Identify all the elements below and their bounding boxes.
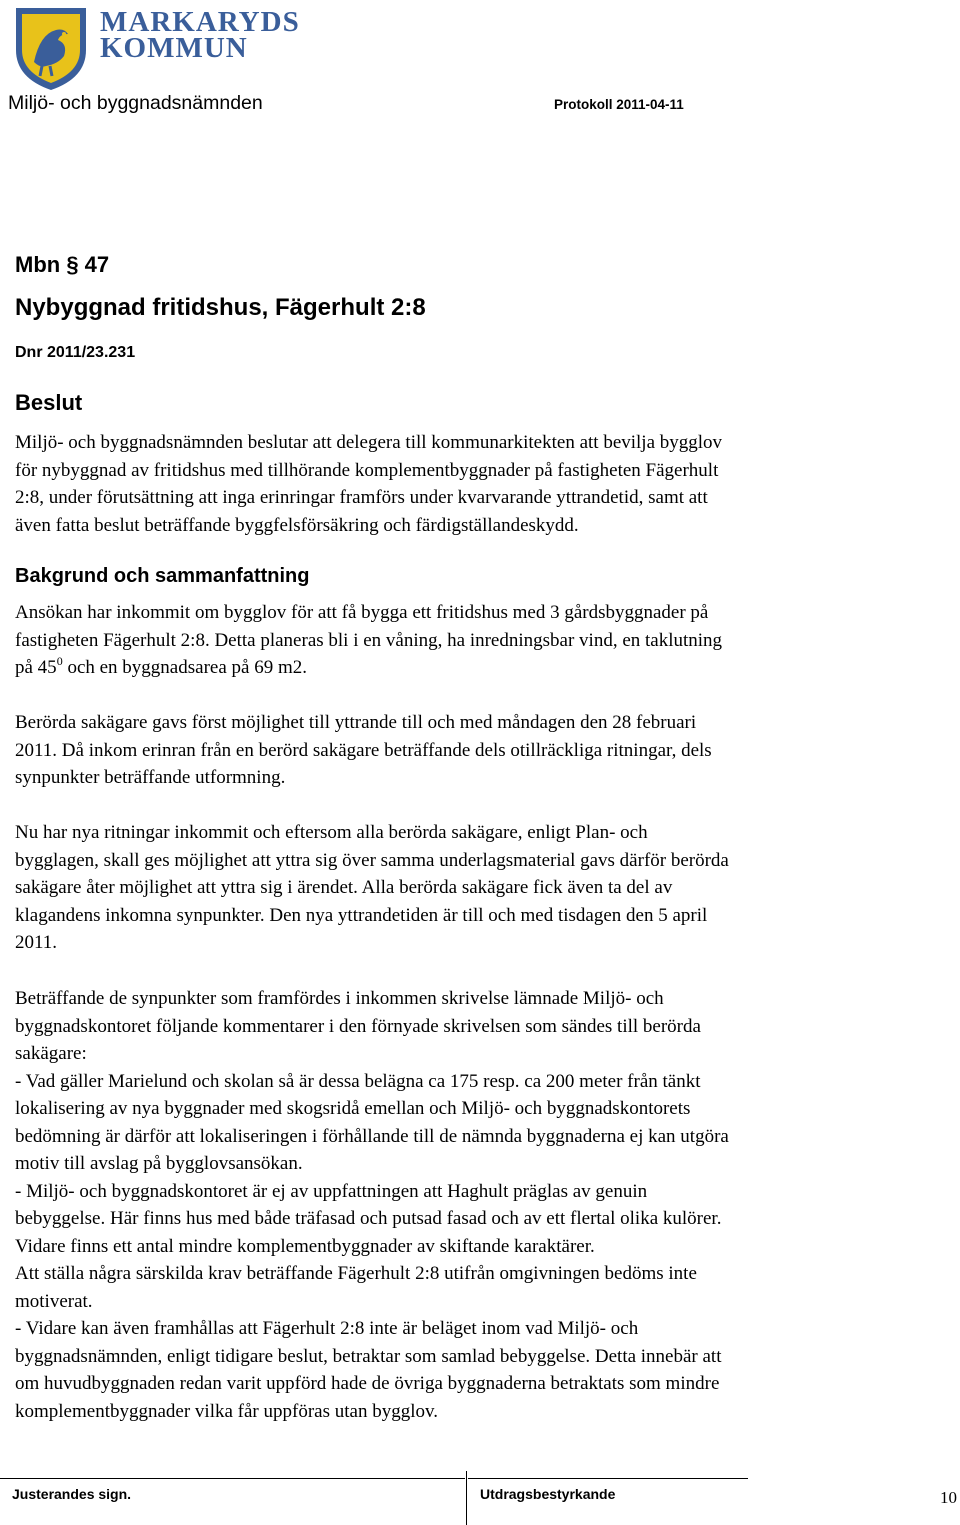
header-protocol-date: Protokoll 2011-04-11 — [554, 97, 684, 112]
footer-divider — [0, 1478, 465, 1479]
text-line — [15, 654, 935, 682]
text-line: sakägare: — [15, 1043, 87, 1064]
text-line: 2:8, under förutsättning att inga erinringar framförs under kvarvarande yttrandetid, samt att — [15, 487, 708, 508]
text-line: Ansökan har inkommit om bygglov för att få bygga ett fritidshus med 3 gårdsbyggnader på — [15, 602, 709, 623]
text-line: Att ställa några särskilda krav beträffande Fägerhult 2:8 utifrån omgivningen bedöms inte — [15, 1263, 697, 1284]
logo-text-line2: KOMMUN — [100, 32, 248, 64]
text-line: för nybyggnad av fritidshus med tillhörande komplementbyggnader på fastigheten Fägerhult — [15, 459, 719, 481]
text-line: lokalisering av nya byggnader med skogsridå emellan och Miljö- och byggnadskontorets — [15, 1098, 691, 1119]
bakgrund-paragraph-1 — [15, 599, 935, 682]
text-line: - Vidare kan även framhållas att Fägerhult 2:8 inte är beläget inom vad Miljö- och — [15, 1318, 639, 1339]
footer-separator — [466, 1471, 467, 1525]
text-line: - Vad gäller Marielund och skolan så är dessa belägna ca 175 resp. ca 200 meter från tänkt — [15, 1070, 701, 1092]
text-line: bygglagen, skall ges möjlighet att yttra sig över samma underlagsmaterial gavs därför berörda — [15, 849, 729, 871]
text-line: Vidare finns ett antal mindre komplementbyggnader av skiftande karaktärer. — [15, 1235, 595, 1257]
text-line: fastigheten Fägerhult 2:8. Detta planeras bli i en våning, ha inredningsbar vind, en taklutning — [15, 629, 723, 651]
page-title: Nybyggnad fritidshus, Fägerhult 2:8 — [15, 294, 426, 321]
page-number: 10 — [940, 1488, 957, 1507]
text-line: sakägare åter möjlighet att yttra sig i ärendet. Alla berörda sakägare fick även ta del av — [15, 877, 673, 898]
text-line: 2011. Då inkom erinran från en berörd sakägare beträffande dels otillräckliga ritningar, dels — [15, 739, 712, 761]
municipality-logo — [12, 4, 302, 92]
text-line: motiverat. — [15, 1290, 93, 1312]
heading-beslut: Beslut — [15, 390, 83, 415]
coat-of-arms-icon — [12, 4, 90, 92]
footer-certification-label: Utdragsbestyrkande — [480, 1486, 616, 1502]
text-line: byggnadskontoret följande kommentarer i den förnyade skrivelsen som sändes till berörda — [15, 1015, 701, 1037]
bakgrund-paragraph-2 — [15, 709, 935, 792]
text-line: synpunkter beträffande utformning. — [15, 767, 286, 788]
text-fragment: och en byggnadsarea på 69 m2. — [62, 657, 307, 678]
section-number: Mbn § 47 — [15, 252, 110, 277]
text-line: Nu har nya ritningar inkommit och eftersom alla berörda sakägare, enligt Plan- och — [15, 822, 648, 843]
text-line: Beträffande de synpunkter som framfördes i inkommen skrivelse lämnade Miljö- och — [15, 988, 664, 1009]
text-line: klagandens inkomna synpunkter. Den nya yttrandetiden är till och med tisdagen den 5 april — [15, 904, 708, 926]
text-line: 2011. — [15, 932, 58, 953]
text-line: komplementbyggnader vilka får uppföras utan bygglov. — [15, 1400, 438, 1422]
degree-superscript: 0 — [56, 654, 63, 668]
text-line: - Miljö- och byggnadskontoret är ej av uppfattningen att Haghult präglas av genuin — [15, 1180, 648, 1202]
diary-number: Dnr 2011/23.231 — [15, 344, 136, 361]
heading-bakgrund: Bakgrund och sammanfattning — [15, 565, 310, 587]
text-line: om huvudbyggnaden redan varit uppförd hade de övriga byggnaderna betraktats som mindre — [15, 1373, 720, 1394]
text-line: bedömning är därför att lokaliseringen i förhållande till de nämnda byggnaderna ej kan utgöra — [15, 1125, 729, 1147]
text-line: motiv till avslag på bygglovsansökan. — [15, 1153, 303, 1174]
bakgrund-paragraph-3 — [15, 819, 935, 957]
text-line: byggnadsnämnden, enligt tidigare beslut, betraktar som samlad bebyggelse. Detta innebär att — [15, 1345, 722, 1367]
header-committee: Miljö- och byggnadsnämnden — [8, 92, 263, 114]
logo-text-line1: MARKARYDS — [100, 6, 300, 38]
footer-signature-label: Justerandes sign. — [12, 1486, 132, 1502]
text-fragment: på 45 — [15, 657, 57, 678]
text-line: även fatta beslut beträffande byggfelsförsäkring och färdigställandeskydd. — [15, 514, 579, 536]
text-line: bebyggelse. Här finns hus med både träfasad och putsad fasad och av ett flertal olika kulörer. — [15, 1208, 722, 1229]
text-line: Berörda sakägare gavs först möjlighet till yttrande till och med måndagen den 28 februari — [15, 712, 697, 733]
footer-divider — [468, 1478, 748, 1479]
bakgrund-paragraph-4 — [15, 985, 935, 1425]
text-line: Miljö- och byggnadsnämnden beslutar att delegera till kommunarkitekten att bevilja bygglov — [15, 432, 723, 453]
beslut-paragraph — [15, 429, 935, 539]
